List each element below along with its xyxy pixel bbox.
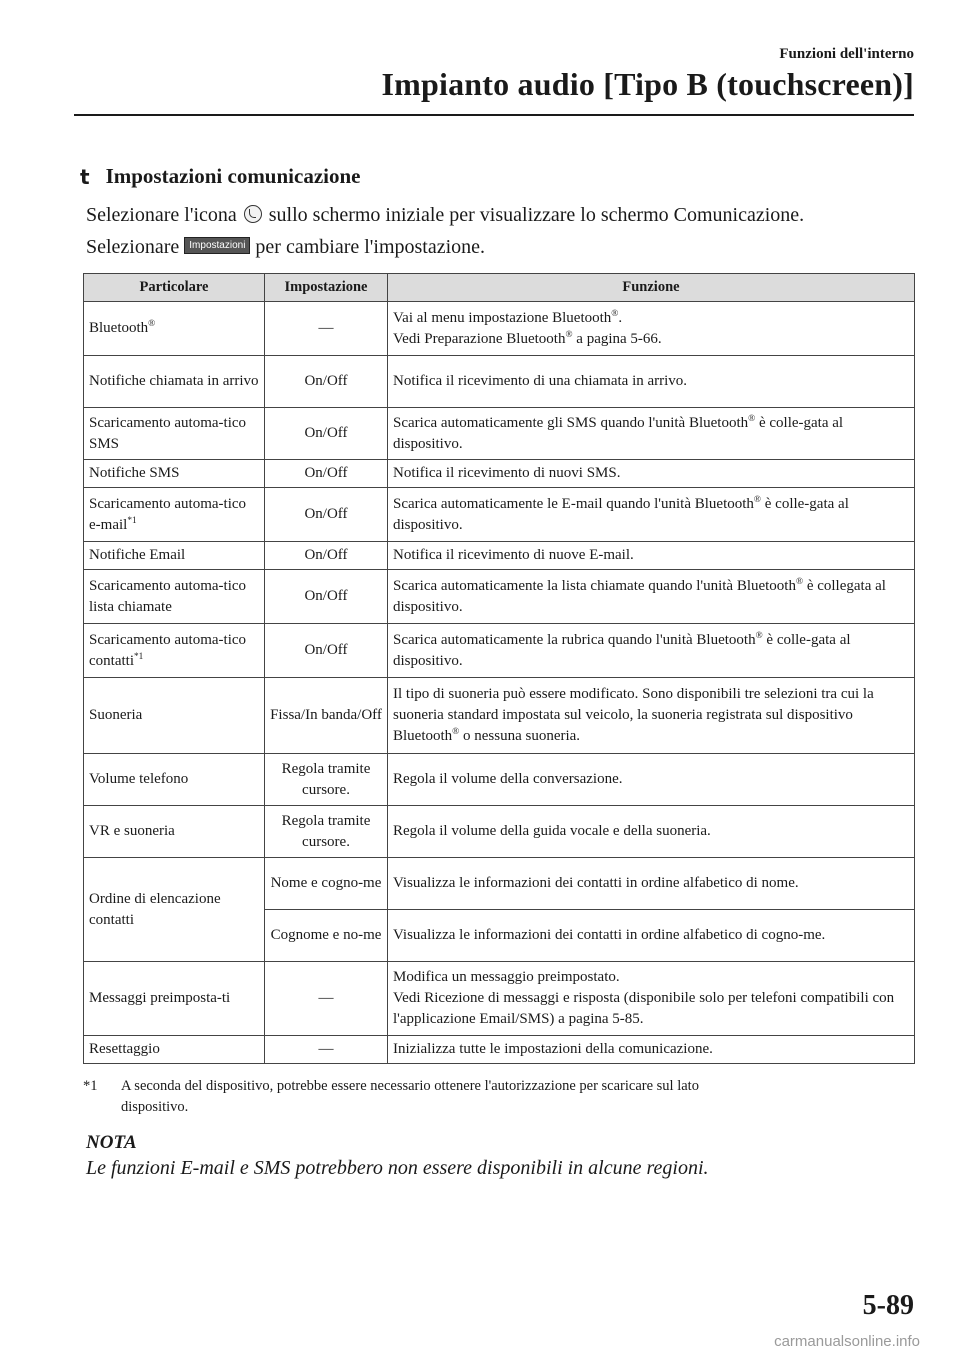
table-row — [84, 858, 915, 910]
row-function: Visualizza le informazioni dei contatti in ordine alfabetico di nome. — [388, 858, 915, 910]
col-header-item: Particolare — [84, 274, 265, 302]
row-setting: — — [265, 962, 388, 1036]
row-function: Vai al menu impostazione Bluetooth®. Vedi Preparazione Bluetooth® a pagina 5-66. — [388, 302, 915, 356]
row-function: Notifica il ricevimento di nuove E-mail. — [388, 542, 915, 570]
col-header-function: Funzione — [388, 274, 915, 302]
row-item: Volume telefono — [84, 754, 265, 806]
row-item: Ordine di elencazione contatti — [84, 858, 265, 962]
row-function: Modifica un messaggio preimpostato. Vedi Ricezione di messaggi e risposta (disponibile solo per telefoni compatibili con l'applicazione Email/SMS) a pagina 5-85. — [388, 962, 915, 1036]
footnote-text: A seconda del dispositivo, potrebbe essere necessario ottenere l'autorizzazione per scaricare sul lato — [121, 1078, 699, 1094]
row-setting: On/Off — [265, 356, 388, 408]
row-item: VR e suoneria — [84, 806, 265, 858]
row-setting: Regola tramite cursore. — [265, 806, 388, 858]
row-item: Notifiche Email — [84, 542, 265, 570]
row-item: Notifiche chiamata in arrivo — [84, 356, 265, 408]
phone-icon — [244, 205, 262, 223]
table-row — [84, 754, 915, 806]
watermark: carmanualsonline.info — [774, 1333, 920, 1350]
note-title: NOTA — [86, 1132, 137, 1153]
intro-text: sullo schermo iniziale per visualizzare lo schermo Comunicazione. — [268, 204, 805, 226]
row-setting: Fissa/In banda/Off — [265, 678, 388, 754]
row-function: Scarica automaticamente la rubrica quando l'unità Bluetooth® è colle-gata al dispositivo. — [388, 624, 915, 678]
chapter-title: Impianto audio [Tipo B (touchscreen)] — [381, 66, 914, 102]
intro-line-2 — [86, 232, 485, 262]
intro-text: Selezionare l'icona — [86, 204, 237, 226]
header-divider — [74, 114, 914, 116]
row-setting: On/Off — [265, 542, 388, 570]
row-setting: Cognome e no-me — [265, 910, 388, 962]
row-function: Notifica il ricevimento di nuovi SMS. — [388, 460, 915, 488]
row-item: Messaggi preimposta-ti — [84, 962, 265, 1036]
table-header-row — [84, 274, 915, 302]
row-function: Regola il volume della guida vocale e della suoneria. — [388, 806, 915, 858]
row-setting: On/Off — [265, 408, 388, 460]
row-function: Scarica automaticamente la lista chiamate quando l'unità Bluetooth® è collegata al dispositivo. — [388, 570, 915, 624]
row-function: Notifica il ricevimento di una chiamata in arrivo. — [388, 356, 915, 408]
table-row — [84, 356, 915, 408]
col-header-setting: Impostazione — [265, 274, 388, 302]
row-function: Inizializza tutte le impostazioni della comunicazione. — [388, 1036, 915, 1064]
row-item: Suoneria — [84, 678, 265, 754]
table-row — [84, 408, 915, 460]
row-setting: — — [265, 1036, 388, 1064]
chapter-section-label: Funzioni dell'interno — [779, 46, 914, 62]
section-marker-icon: t — [80, 164, 90, 189]
note-body: Le funzioni E-mail e SMS potrebbero non essere disponibili in alcune regioni. — [86, 1157, 709, 1179]
row-function: Scarica automaticamente le E-mail quando l'unità Bluetooth® è colle-gata al dispositivo. — [388, 488, 915, 542]
page-number: 5-89 — [862, 1290, 914, 1321]
impostazioni-button-icon: Impostazioni — [184, 237, 250, 254]
table-row — [84, 302, 915, 356]
table-row — [84, 1036, 915, 1064]
row-setting: On/Off — [265, 488, 388, 542]
row-item: Resettaggio — [84, 1036, 265, 1064]
footnote-mark: *1 — [83, 1078, 98, 1094]
row-setting: On/Off — [265, 570, 388, 624]
row-setting: Nome e cogno-me — [265, 858, 388, 910]
intro-text: per cambiare l'impostazione. — [255, 236, 486, 258]
table-row — [84, 806, 915, 858]
row-function: Il tipo di suoneria può essere modificato. Sono disponibili tre selezioni tra cui la suoneria standard impostata sul veicolo, la suoneria registrata sul dispositivo Bluetooth® o nessuna suoneria. — [388, 678, 915, 754]
row-item: Scaricamento automa-tico contatti$^{*1}$ — [84, 624, 265, 678]
row-function: Regola il volume della conversazione. — [388, 754, 915, 806]
footnote — [83, 1076, 699, 1118]
row-item: Notifiche SMS — [84, 460, 265, 488]
row-function: Scarica automaticamente gli SMS quando l'unità Bluetooth® è colle-gata al dispositivo. — [388, 408, 915, 460]
table-row — [84, 570, 915, 624]
row-setting: On/Off — [265, 624, 388, 678]
table-row — [84, 962, 915, 1036]
row-item: Scaricamento automa-tico SMS — [84, 408, 265, 460]
section-title: Impostazioni comunicazione — [105, 164, 361, 188]
table-row — [84, 624, 915, 678]
row-setting: On/Off — [265, 460, 388, 488]
table-row — [84, 542, 915, 570]
row-function: Visualizza le informazioni dei contatti in ordine alfabetico di cogno-me. — [388, 910, 915, 962]
intro-text: Selezionare — [86, 236, 180, 258]
table-row — [84, 488, 915, 542]
settings-table — [83, 273, 915, 1064]
table-row — [84, 460, 915, 488]
intro-line-1 — [86, 200, 804, 230]
row-setting: Regola tramite cursore. — [265, 754, 388, 806]
table-row — [84, 678, 915, 754]
row-item: Scaricamento automa-tico e-mail$^{*1}$ — [84, 488, 265, 542]
footnote-text: dispositivo. — [121, 1099, 189, 1115]
row-setting: — — [265, 302, 388, 356]
section-heading — [80, 164, 360, 189]
row-item: Scaricamento automa-tico lista chiamate — [84, 570, 265, 624]
row-item: Bluetooth® — [84, 302, 265, 356]
